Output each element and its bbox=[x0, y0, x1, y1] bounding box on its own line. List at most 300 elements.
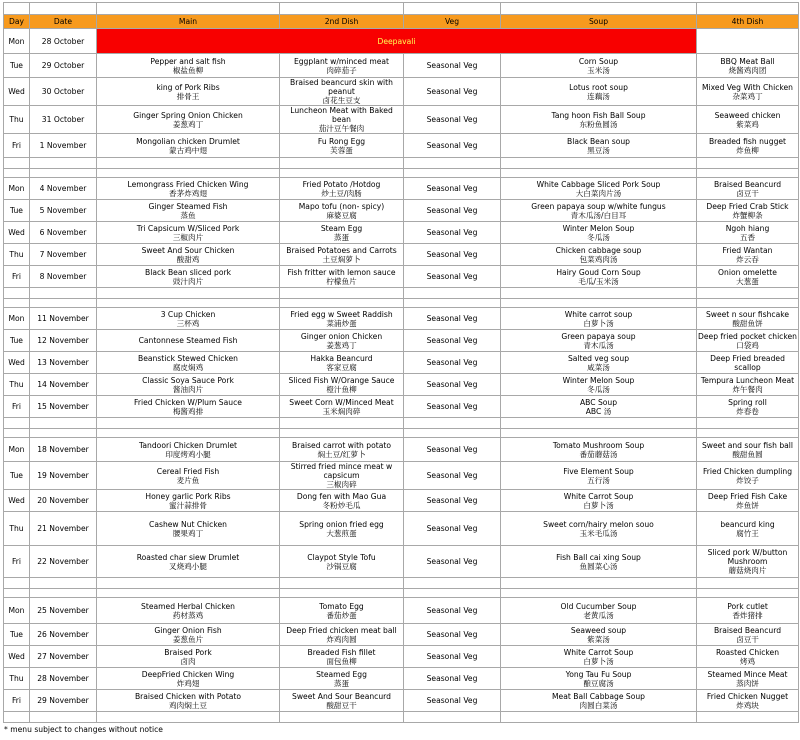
main-cell bbox=[97, 668, 280, 690]
4th-dish-chinese: 酸甜鱼饼 bbox=[732, 318, 763, 328]
day-cell: Fri bbox=[4, 546, 30, 578]
separator-cell bbox=[501, 288, 697, 299]
2nd-dish-cell bbox=[280, 330, 404, 352]
separator-cell bbox=[280, 158, 404, 169]
main-chinese: 药材蒸鸡 bbox=[172, 610, 204, 620]
4th-dish-chinese: 蒸肉饼 bbox=[736, 678, 759, 688]
soup-cell bbox=[501, 134, 697, 158]
soup-chinese: 番茄蘑菇汤 bbox=[579, 449, 618, 459]
2nd-dish-chinese: 蒸蛋 bbox=[333, 678, 350, 688]
main-english: Tandoori Chicken Drumlet bbox=[139, 440, 237, 450]
blank-cell bbox=[501, 712, 697, 723]
date-cell: 1 November bbox=[30, 134, 97, 158]
separator-cell bbox=[501, 299, 697, 308]
separator-cell bbox=[97, 418, 280, 429]
week-separator bbox=[4, 589, 799, 598]
menu-row bbox=[4, 690, 799, 712]
separator-cell bbox=[4, 299, 30, 308]
2nd-dish-english: Claypot Style Tofu bbox=[307, 552, 376, 562]
date-cell: 30 October bbox=[30, 78, 97, 106]
2nd-dish-chinese: 冬粉炒毛瓜 bbox=[322, 500, 361, 510]
veg-cell: Seasonal Veg bbox=[404, 598, 501, 624]
separator-cell bbox=[30, 589, 97, 598]
2nd-dish-english: Sweet Corn W/Minced Meat bbox=[289, 397, 394, 407]
main-cell bbox=[97, 330, 280, 352]
2nd-dish-cell bbox=[280, 546, 404, 578]
day-cell: Fri bbox=[4, 134, 30, 158]
2nd-dish-chinese: 橙汁鱼柳 bbox=[326, 384, 357, 394]
veg-cell: Seasonal Veg bbox=[404, 330, 501, 352]
main-chinese: 香茅炸鸡翅 bbox=[169, 188, 207, 198]
soup-english: White Carrot Soup bbox=[563, 647, 634, 657]
main-cell bbox=[97, 266, 280, 288]
week-separator bbox=[4, 418, 799, 429]
4th-dish-cell bbox=[697, 462, 799, 490]
main-english: Sweet And Sour Chicken bbox=[141, 245, 235, 255]
2nd-dish-english: Fried Potato /Hotdog bbox=[302, 179, 381, 189]
separator-cell bbox=[30, 578, 97, 589]
menu-row bbox=[4, 668, 799, 690]
main-chinese: 三椒肉片 bbox=[172, 232, 204, 242]
4th-dish-chinese: 炸云吞 bbox=[736, 254, 759, 264]
date-cell: 31 October bbox=[30, 106, 97, 134]
veg-cell: Seasonal Veg bbox=[404, 624, 501, 646]
main-chinese: 蒙古鸡中翅 bbox=[169, 145, 207, 155]
main-chinese: 叉烧鸡小腿 bbox=[169, 561, 207, 571]
separator-cell bbox=[97, 158, 280, 169]
soup-cell bbox=[501, 178, 697, 200]
header-main: Main bbox=[97, 15, 280, 29]
separator-cell bbox=[501, 429, 697, 438]
separator-cell bbox=[697, 158, 799, 169]
header-4th-dish: 4th Dish bbox=[697, 15, 799, 29]
4th-dish-english: Spring roll bbox=[728, 397, 767, 407]
day-cell: Tue bbox=[4, 462, 30, 490]
veg-cell: Seasonal Veg bbox=[404, 374, 501, 396]
main-chinese: 梅酱鸡排 bbox=[172, 406, 204, 416]
main-cell bbox=[97, 646, 280, 668]
2nd-dish-english: Spring onion fried egg bbox=[299, 519, 384, 529]
separator-cell bbox=[30, 299, 97, 308]
header-day: Day bbox=[4, 15, 30, 29]
week-separator bbox=[4, 429, 799, 438]
soup-chinese: 咸菜汤 bbox=[587, 362, 610, 372]
4th-dish-english: Deep Fried breaded scallop bbox=[710, 353, 785, 372]
main-cell bbox=[97, 490, 280, 512]
2nd-dish-english: Fu Rong Egg bbox=[317, 136, 366, 146]
date-cell: 11 November bbox=[30, 308, 97, 330]
date-cell: 21 November bbox=[30, 512, 97, 546]
4th-dish-cell bbox=[697, 352, 799, 374]
separator-cell bbox=[697, 288, 799, 299]
main-english: Cashew Nut Chicken bbox=[149, 519, 227, 529]
soup-cell bbox=[501, 106, 697, 134]
4th-dish-english: Fried Wantan bbox=[722, 245, 773, 255]
separator-cell bbox=[280, 418, 404, 429]
soup-english: White Carrot Soup bbox=[563, 491, 634, 501]
4th-dish-cell bbox=[697, 490, 799, 512]
day-cell: Fri bbox=[4, 690, 30, 712]
holiday-day: Mon bbox=[4, 29, 30, 54]
4th-dish-cell bbox=[697, 222, 799, 244]
separator-cell bbox=[404, 589, 501, 598]
veg-cell: Seasonal Veg bbox=[404, 244, 501, 266]
soup-chinese: 玉米汤 bbox=[587, 65, 610, 75]
main-chinese: 蜜汁蒜排骨 bbox=[169, 500, 207, 510]
4th-dish-cell bbox=[697, 668, 799, 690]
soup-english: Corn Soup bbox=[578, 56, 619, 66]
date-cell: 4 November bbox=[30, 178, 97, 200]
soup-cell bbox=[501, 668, 697, 690]
soup-chinese: 青木瓜汤/白目耳 bbox=[570, 210, 627, 220]
2nd-dish-english: Fried egg w Sweet Raddish bbox=[290, 309, 393, 319]
main-english: Steamed Herbal Chicken bbox=[141, 601, 235, 611]
soup-cell bbox=[501, 222, 697, 244]
soup-cell bbox=[501, 438, 697, 462]
main-cell bbox=[97, 546, 280, 578]
2nd-dish-chinese: 客家豆腐 bbox=[326, 362, 357, 372]
4th-dish-chinese: 炸鱼饼 bbox=[736, 500, 759, 510]
soup-cell bbox=[501, 690, 697, 712]
date-cell: 18 November bbox=[30, 438, 97, 462]
2nd-dish-chinese: 酸甜豆干 bbox=[326, 700, 357, 710]
soup-english: Green papaya soup w/white fungus bbox=[531, 201, 666, 211]
day-cell: Fri bbox=[4, 396, 30, 418]
4th-dish-cell bbox=[697, 512, 799, 546]
separator-cell bbox=[501, 169, 697, 178]
main-cell bbox=[97, 438, 280, 462]
separator-cell bbox=[280, 288, 404, 299]
main-cell bbox=[97, 244, 280, 266]
2nd-dish-cell bbox=[280, 178, 404, 200]
2nd-dish-english: Ginger onion Chicken bbox=[300, 331, 383, 341]
day-cell: Thu bbox=[4, 106, 30, 134]
4th-dish-chinese: 酸甜鱼圆 bbox=[732, 449, 763, 459]
separator-cell bbox=[4, 169, 30, 178]
date-cell: 14 November bbox=[30, 374, 97, 396]
veg-cell: Seasonal Veg bbox=[404, 438, 501, 462]
4th-dish-chinese: 蘑菇烧肉片 bbox=[728, 566, 767, 575]
soup-cell bbox=[501, 646, 697, 668]
4th-dish-cell bbox=[697, 244, 799, 266]
2nd-dish-chinese: 卤花生豆支 bbox=[322, 96, 361, 105]
soup-english: Winter Melon Soup bbox=[562, 223, 635, 233]
4th-dish-cell bbox=[697, 178, 799, 200]
4th-dish-chinese: 烤鸡 bbox=[739, 656, 756, 666]
2nd-dish-cell bbox=[280, 462, 404, 490]
soup-english: Old Cucumber Soup bbox=[560, 601, 637, 611]
separator-cell bbox=[404, 299, 501, 308]
week-separator bbox=[4, 288, 799, 299]
2nd-dish-english: Tomato Egg bbox=[319, 601, 364, 611]
soup-chinese: 五行汤 bbox=[587, 475, 610, 485]
2nd-dish-chinese: 大葱煎蛋 bbox=[326, 528, 357, 538]
main-cell bbox=[97, 134, 280, 158]
separator-cell bbox=[4, 589, 30, 598]
2nd-dish-cell bbox=[280, 438, 404, 462]
soup-chinese: 包菜鸡肉汤 bbox=[579, 254, 618, 264]
4th-dish-chinese: 炸午餐肉 bbox=[732, 384, 763, 394]
veg-cell: Seasonal Veg bbox=[404, 546, 501, 578]
soup-cell bbox=[501, 54, 697, 78]
date-cell: 26 November bbox=[30, 624, 97, 646]
separator-cell bbox=[404, 288, 501, 299]
footnote: * menu subject to changes without notice bbox=[4, 725, 163, 734]
main-chinese: 麦片鱼 bbox=[176, 475, 200, 485]
main-cell bbox=[97, 598, 280, 624]
main-chinese: 蒸鱼 bbox=[180, 210, 196, 220]
week-separator bbox=[4, 158, 799, 169]
2nd-dish-cell bbox=[280, 512, 404, 546]
holiday-label: Deepavali bbox=[97, 29, 697, 54]
menu-row bbox=[4, 512, 799, 546]
main-cell bbox=[97, 462, 280, 490]
main-chinese: 排骨王 bbox=[176, 91, 200, 101]
main-english: Classic Soya Sauce Pork bbox=[142, 375, 234, 385]
4th-dish-chinese: 炸春卷 bbox=[736, 406, 759, 416]
date-cell: 27 November bbox=[30, 646, 97, 668]
2nd-dish-cell bbox=[280, 308, 404, 330]
4th-dish-chinese: 炸蟹柳条 bbox=[732, 210, 763, 220]
veg-cell: Seasonal Veg bbox=[404, 200, 501, 222]
separator-cell bbox=[697, 589, 799, 598]
2nd-dish-cell bbox=[280, 598, 404, 624]
4th-dish-cell bbox=[697, 546, 799, 578]
holiday-empty bbox=[697, 29, 799, 54]
date-cell: 7 November bbox=[30, 244, 97, 266]
soup-cell bbox=[501, 598, 697, 624]
day-cell: Tue bbox=[4, 330, 30, 352]
4th-dish-cell bbox=[697, 598, 799, 624]
date-cell: 15 November bbox=[30, 396, 97, 418]
day-cell: Wed bbox=[4, 646, 30, 668]
4th-dish-cell bbox=[697, 646, 799, 668]
day-cell: Wed bbox=[4, 78, 30, 106]
day-cell: Wed bbox=[4, 352, 30, 374]
2nd-dish-cell bbox=[280, 266, 404, 288]
4th-dish-english: Ngoh hiang bbox=[725, 223, 770, 233]
main-english: Fried Chicken W/Plum Sauce bbox=[134, 397, 242, 407]
4th-dish-english: Fried Chicken Nugget bbox=[706, 691, 789, 701]
veg-cell: Seasonal Veg bbox=[404, 490, 501, 512]
4th-dish-english: Braised Beancurd bbox=[713, 179, 782, 189]
soup-english: Tang hoon Fish Ball Soup bbox=[551, 110, 646, 120]
main-cell bbox=[97, 200, 280, 222]
date-cell: 29 October bbox=[30, 54, 97, 78]
4th-dish-english: Braised Beancurd bbox=[713, 625, 782, 635]
soup-chinese: 紫菜汤 bbox=[587, 634, 610, 644]
main-english: Roasted char siew Drumlet bbox=[136, 552, 240, 562]
2nd-dish-english: Breaded Fish fillet bbox=[307, 647, 376, 657]
separator-cell bbox=[280, 589, 404, 598]
soup-english: Chicken cabbage soup bbox=[555, 245, 642, 255]
separator-cell bbox=[280, 299, 404, 308]
day-cell: Thu bbox=[4, 244, 30, 266]
menu-row bbox=[4, 308, 799, 330]
main-english: Beanstick Stewed Chicken bbox=[138, 353, 238, 363]
2nd-dish-english: Braised carrot with potato bbox=[291, 440, 391, 450]
soup-chinese: 东粉鱼圆汤 bbox=[579, 119, 618, 129]
4th-dish-english: Pork cutlet bbox=[727, 601, 768, 611]
main-chinese: 腐皮焖鸡 bbox=[172, 362, 204, 372]
4th-dish-cell bbox=[697, 106, 799, 134]
main-english: Mongolian chicken Drumlet bbox=[136, 136, 240, 146]
main-cell bbox=[97, 78, 280, 106]
soup-cell bbox=[501, 200, 697, 222]
day-cell: Mon bbox=[4, 178, 30, 200]
menu-row bbox=[4, 352, 799, 374]
separator-cell bbox=[97, 169, 280, 178]
date-cell: 19 November bbox=[30, 462, 97, 490]
main-chinese: 炸鸡翅 bbox=[176, 678, 200, 688]
soup-cell bbox=[501, 396, 697, 418]
day-cell: Thu bbox=[4, 374, 30, 396]
veg-cell: Seasonal Veg bbox=[404, 222, 501, 244]
2nd-dish-cell bbox=[280, 690, 404, 712]
menu-row bbox=[4, 330, 799, 352]
menu-row bbox=[4, 54, 799, 78]
4th-dish-cell bbox=[697, 690, 799, 712]
blank-cell bbox=[4, 712, 30, 723]
main-english: Honey garlic Pork Ribs bbox=[145, 491, 231, 501]
soup-english: Winter Melon Soup bbox=[562, 375, 635, 385]
4th-dish-cell bbox=[697, 330, 799, 352]
main-english: Cantonnese Steamed Fish bbox=[138, 336, 238, 345]
2nd-dish-english: Braised beancurd skin with peanut bbox=[290, 78, 393, 96]
date-cell: 22 November bbox=[30, 546, 97, 578]
soup-cell bbox=[501, 374, 697, 396]
holiday-date: 28 October bbox=[30, 29, 97, 54]
4th-dish-english: Deep Fried Crab Stick bbox=[706, 201, 789, 211]
header-2nd-dish: 2nd Dish bbox=[280, 15, 404, 29]
soup-cell bbox=[501, 266, 697, 288]
soup-english: Salted veg soup bbox=[567, 353, 630, 363]
soup-english: Sweet corn/hairy melon souo bbox=[543, 519, 654, 529]
soup-english: ABC Soup bbox=[579, 397, 618, 407]
blank-row bbox=[4, 712, 799, 723]
4th-dish-chinese: 大葱蛋 bbox=[736, 276, 759, 286]
menu-row bbox=[4, 266, 799, 288]
date-cell: 29 November bbox=[30, 690, 97, 712]
soup-chinese: 冬瓜汤 bbox=[587, 384, 610, 394]
2nd-dish-chinese: 面包鱼柳 bbox=[326, 656, 357, 666]
separator-cell bbox=[697, 429, 799, 438]
date-cell: 8 November bbox=[30, 266, 97, 288]
separator-cell bbox=[697, 418, 799, 429]
date-cell: 20 November bbox=[30, 490, 97, 512]
menu-row bbox=[4, 244, 799, 266]
2nd-dish-chinese: 焖土豆/红萝卜 bbox=[317, 449, 366, 459]
menu-row bbox=[4, 222, 799, 244]
soup-cell bbox=[501, 78, 697, 106]
day-cell: Tue bbox=[4, 624, 30, 646]
menu-row bbox=[4, 134, 799, 158]
4th-dish-english: Mixed Veg With Chicken bbox=[701, 82, 793, 92]
separator-cell bbox=[30, 288, 97, 299]
4th-dish-english: Deep fried pocket chicken bbox=[698, 331, 797, 341]
soup-chinese: 白萝卜汤 bbox=[583, 656, 614, 666]
separator-cell bbox=[97, 429, 280, 438]
main-chinese: 卤肉 bbox=[180, 656, 196, 666]
separator-cell bbox=[97, 589, 280, 598]
2nd-dish-chinese: 茄汁豆午餐肉 bbox=[318, 124, 365, 133]
2nd-dish-chinese: 麻婆豆腐 bbox=[326, 210, 357, 220]
main-chinese: 椒盐鱼柳 bbox=[172, 65, 204, 75]
4th-dish-cell bbox=[697, 624, 799, 646]
veg-cell: Seasonal Veg bbox=[404, 396, 501, 418]
2nd-dish-cell bbox=[280, 646, 404, 668]
soup-chinese: 鱼圆菜心汤 bbox=[579, 561, 618, 571]
2nd-dish-english: Braised Potatoes and Carrots bbox=[286, 245, 397, 255]
separator-cell bbox=[501, 158, 697, 169]
soup-english: Lotus root soup bbox=[569, 82, 628, 92]
separator-cell bbox=[280, 429, 404, 438]
soup-chinese: 大白菜肉片汤 bbox=[575, 188, 622, 198]
separator-cell bbox=[501, 589, 697, 598]
date-cell: 13 November bbox=[30, 352, 97, 374]
soup-english: Five Element Soup bbox=[563, 466, 634, 476]
main-chinese: 印度烤鸡小腿 bbox=[165, 449, 211, 459]
date-cell: 25 November bbox=[30, 598, 97, 624]
separator-cell bbox=[4, 288, 30, 299]
day-cell: Thu bbox=[4, 668, 30, 690]
separator-cell bbox=[4, 158, 30, 169]
2nd-dish-chinese: 沙锅豆腐 bbox=[326, 561, 357, 571]
menu-row bbox=[4, 178, 799, 200]
soup-chinese: 青木瓜汤 bbox=[583, 340, 614, 350]
2nd-dish-english: Sliced Fish W/Orange Sauce bbox=[288, 375, 395, 385]
2nd-dish-chinese: 炒土豆/肉肠 bbox=[321, 188, 362, 198]
soup-chinese: 白萝卜汤 bbox=[583, 318, 614, 328]
menu-row bbox=[4, 490, 799, 512]
2nd-dish-chinese: 蒸蛋 bbox=[333, 232, 350, 242]
main-english: DeepFried Chicken Wing bbox=[141, 669, 235, 679]
main-cell bbox=[97, 308, 280, 330]
main-english: Ginger Steamed Fish bbox=[148, 201, 228, 211]
4th-dish-english: Sweet and sour fish ball bbox=[701, 440, 794, 450]
2nd-dish-cell bbox=[280, 54, 404, 78]
2nd-dish-chinese: 番茄炒蛋 bbox=[326, 610, 357, 620]
main-cell bbox=[97, 396, 280, 418]
4th-dish-english: Seaweed chicken bbox=[714, 110, 781, 120]
4th-dish-chinese: 炸饺子 bbox=[736, 475, 759, 485]
2nd-dish-cell bbox=[280, 668, 404, 690]
soup-chinese: 毛瓜/玉米汤 bbox=[578, 276, 619, 286]
main-english: Pepper and salt fish bbox=[150, 56, 226, 66]
main-chinese: 姜葱鱼片 bbox=[172, 634, 204, 644]
soup-cell bbox=[501, 490, 697, 512]
2nd-dish-chinese: 菜浦炒蛋 bbox=[326, 318, 357, 328]
date-cell: 28 November bbox=[30, 668, 97, 690]
day-cell: Mon bbox=[4, 598, 30, 624]
main-cell bbox=[97, 624, 280, 646]
day-cell: Fri bbox=[4, 266, 30, 288]
soup-cell bbox=[501, 352, 697, 374]
2nd-dish-chinese: 玉米焖肉碎 bbox=[322, 406, 361, 416]
day-cell: Tue bbox=[4, 54, 30, 78]
soup-cell bbox=[501, 308, 697, 330]
2nd-dish-cell bbox=[280, 624, 404, 646]
separator-cell bbox=[280, 169, 404, 178]
veg-cell: Seasonal Veg bbox=[404, 646, 501, 668]
soup-cell bbox=[501, 546, 697, 578]
main-cell bbox=[97, 54, 280, 78]
4th-dish-cell bbox=[697, 438, 799, 462]
2nd-dish-cell bbox=[280, 78, 404, 106]
menu-row bbox=[4, 646, 799, 668]
blank-cell bbox=[697, 712, 799, 723]
soup-chinese: 老黄瓜汤 bbox=[583, 610, 614, 620]
